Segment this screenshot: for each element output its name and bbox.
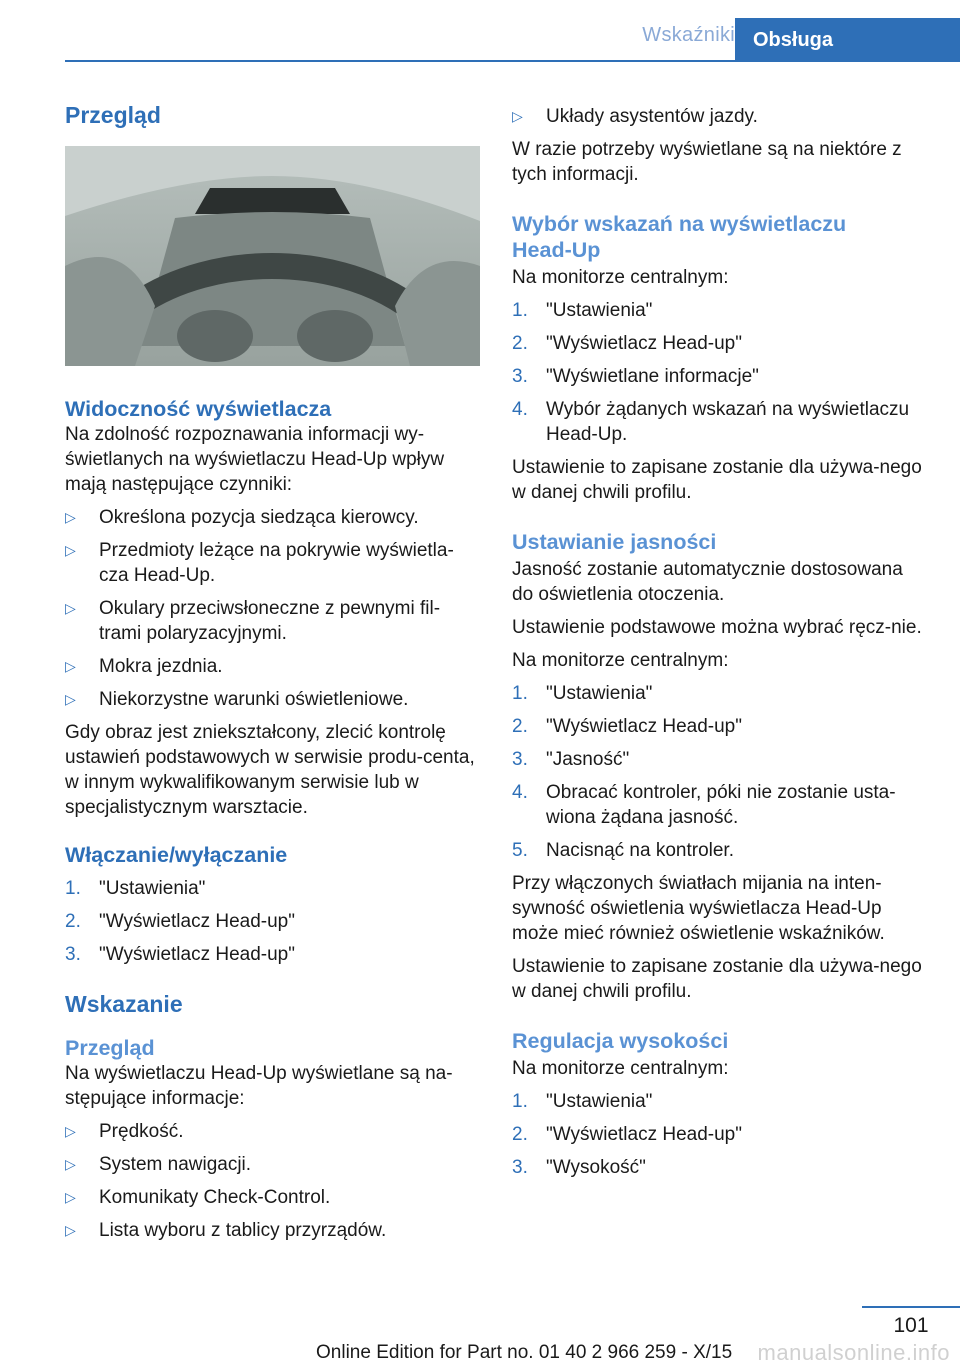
brightness-p3: Przy włączonych światłach mijania na inten-sywność oświetlenia wyświetlacza Head-Up może mieć również oświetlenie wskaźników. bbox=[512, 873, 885, 944]
brightness-steps bbox=[512, 681, 927, 863]
onoff-steps bbox=[65, 876, 480, 967]
display-list bbox=[65, 1119, 480, 1243]
list-item: 2. "Wyświetlacz Head-up" bbox=[512, 1124, 742, 1145]
left-column bbox=[65, 100, 480, 1251]
head-up-display-photo bbox=[65, 146, 480, 366]
list-item: 4. Wybór żądanych wskazań na wyświetlaczu Head-Up. bbox=[512, 399, 910, 445]
list-item: 2. "Wyświetlacz Head-up" bbox=[65, 911, 295, 932]
triangle-right-icon: ▷ bbox=[65, 600, 76, 616]
continued-text: W razie potrzeby wyświetlane są na niektóre z tych informacji. bbox=[512, 139, 902, 185]
list-item: ▷ System nawigacji. bbox=[65, 1154, 252, 1175]
onoff-section bbox=[65, 842, 480, 967]
page-number: 101 bbox=[893, 1314, 929, 1337]
list-item: ▷ Przedmioty leżące na pokrywie wyświetla-cza Head-Up. bbox=[65, 540, 454, 586]
visibility-note: Gdy obraz jest zniekształcony, zlecić kontrolę ustawień podstawowych w serwisie produ-centa, w innym wykwalifikowanym serwisie lub w specjalistycznym warsztacie. bbox=[65, 722, 475, 818]
list-item: ▷ Mokra jezdnia. bbox=[65, 656, 223, 677]
edition-text: Online Edition for Part no. 01 40 2 966 259 - X/15 bbox=[316, 1342, 733, 1363]
dashboard-illustration bbox=[65, 146, 480, 366]
selection-section bbox=[512, 211, 927, 505]
height-intro: Na monitorze centralnym: bbox=[512, 1058, 729, 1079]
list-item: 5. Nacisnąć na kontroler. bbox=[512, 840, 734, 861]
section-title-przeglad: Przegląd bbox=[65, 102, 161, 128]
list-item: 4. Obracać kontroler, póki nie zostanie usta-wiona żądana jasność. bbox=[512, 782, 896, 828]
triangle-right-icon: ▷ bbox=[65, 691, 76, 707]
list-item: 1. "Ustawienia" bbox=[512, 683, 653, 704]
triangle-right-icon: ▷ bbox=[65, 1189, 76, 1205]
visibility-list bbox=[65, 505, 480, 712]
header-divider bbox=[65, 60, 960, 62]
brightness-p2: Ustawienie podstawowe można wybrać ręcz-nie. bbox=[512, 617, 922, 638]
height-steps bbox=[512, 1089, 927, 1180]
triangle-right-icon: ▷ bbox=[65, 542, 76, 558]
list-item: 1. "Ustawienia" bbox=[512, 300, 653, 321]
tab-wskazniki[interactable]: Wskaźniki bbox=[642, 24, 735, 46]
page-header bbox=[65, 18, 960, 62]
list-item: 1. "Ustawienia" bbox=[512, 1091, 653, 1112]
page-footer bbox=[0, 1300, 960, 1365]
brightness-intro: Na monitorze centralnym: bbox=[512, 650, 729, 671]
tab-obsluga[interactable]: Obsługa bbox=[735, 18, 960, 62]
list-item: ▷ Komunikaty Check-Control. bbox=[65, 1187, 331, 1208]
right-column bbox=[512, 100, 927, 1188]
display-section bbox=[65, 989, 480, 1243]
brightness-p1: Jasność zostanie automatycznie dostosowana do oświetlenia otoczenia. bbox=[512, 559, 903, 605]
visibility-intro: Na zdolność rozpoznawania informacji wy-świetlanych na wyświetlaczu Head-Up wpływ mają następujące czynniki: bbox=[65, 424, 445, 495]
continued-list bbox=[512, 104, 927, 129]
list-item: 3. "Wyświetlacz Head-up" bbox=[65, 944, 295, 965]
list-item: 3. "Jasność" bbox=[512, 749, 630, 770]
list-item: ▷ Określona pozycja siedząca kierowcy. bbox=[65, 507, 419, 528]
list-item: ▷ Niekorzystne warunki oświetleniowe. bbox=[65, 689, 409, 710]
visibility-section bbox=[65, 396, 480, 820]
display-heading: Wskazanie bbox=[65, 991, 183, 1017]
list-item: ▷ Prędkość. bbox=[65, 1121, 184, 1142]
selection-intro: Na monitorze centralnym: bbox=[512, 267, 729, 288]
selection-heading: Wybór wskazań na wyświetlaczu Head-Up bbox=[512, 212, 847, 262]
brightness-section bbox=[512, 529, 927, 1004]
onoff-heading: Włączanie/wyłączanie bbox=[65, 843, 288, 867]
list-item: 1. "Ustawienia" bbox=[65, 878, 206, 899]
list-item: 3. "Wyświetlane informacje" bbox=[512, 366, 759, 387]
list-item: ▷ Okulary przeciwsłoneczne z pewnymi fil-trami polaryzacyjnymi. bbox=[65, 598, 441, 644]
triangle-right-icon: ▷ bbox=[65, 658, 76, 674]
height-heading: Regulacja wysokości bbox=[512, 1029, 729, 1053]
triangle-right-icon: ▷ bbox=[65, 1222, 76, 1238]
list-item: 2. "Wyświetlacz Head-up" bbox=[512, 333, 742, 354]
visibility-heading: Widoczność wyświetlacza bbox=[65, 397, 332, 421]
display-subheading: Przegląd bbox=[65, 1036, 155, 1060]
brightness-p4: Ustawienie to zapisane zostanie dla używa-nego w danej chwili profilu. bbox=[512, 956, 922, 1002]
footer-divider bbox=[862, 1306, 960, 1308]
watermark: manualsonline.info bbox=[757, 1340, 950, 1365]
height-section bbox=[512, 1028, 927, 1180]
selection-note: Ustawienie to zapisane zostanie dla używa-nego w danej chwili profilu. bbox=[512, 457, 922, 503]
display-intro: Na wyświetlaczu Head-Up wyświetlane są na-stępujące informacje: bbox=[65, 1063, 453, 1109]
list-item: 3. "Wysokość" bbox=[512, 1157, 646, 1178]
triangle-right-icon: ▷ bbox=[65, 1156, 76, 1172]
list-item: ▷ Układy asystentów jazdy. bbox=[512, 106, 758, 127]
triangle-right-icon: ▷ bbox=[65, 509, 76, 525]
brightness-heading: Ustawianie jasności bbox=[512, 530, 717, 554]
list-item: 2. "Wyświetlacz Head-up" bbox=[512, 716, 742, 737]
selection-steps bbox=[512, 298, 927, 447]
triangle-right-icon: ▷ bbox=[65, 1123, 76, 1139]
list-item: ▷ Lista wyboru z tablicy przyrządów. bbox=[65, 1220, 387, 1241]
triangle-right-icon: ▷ bbox=[512, 108, 523, 124]
